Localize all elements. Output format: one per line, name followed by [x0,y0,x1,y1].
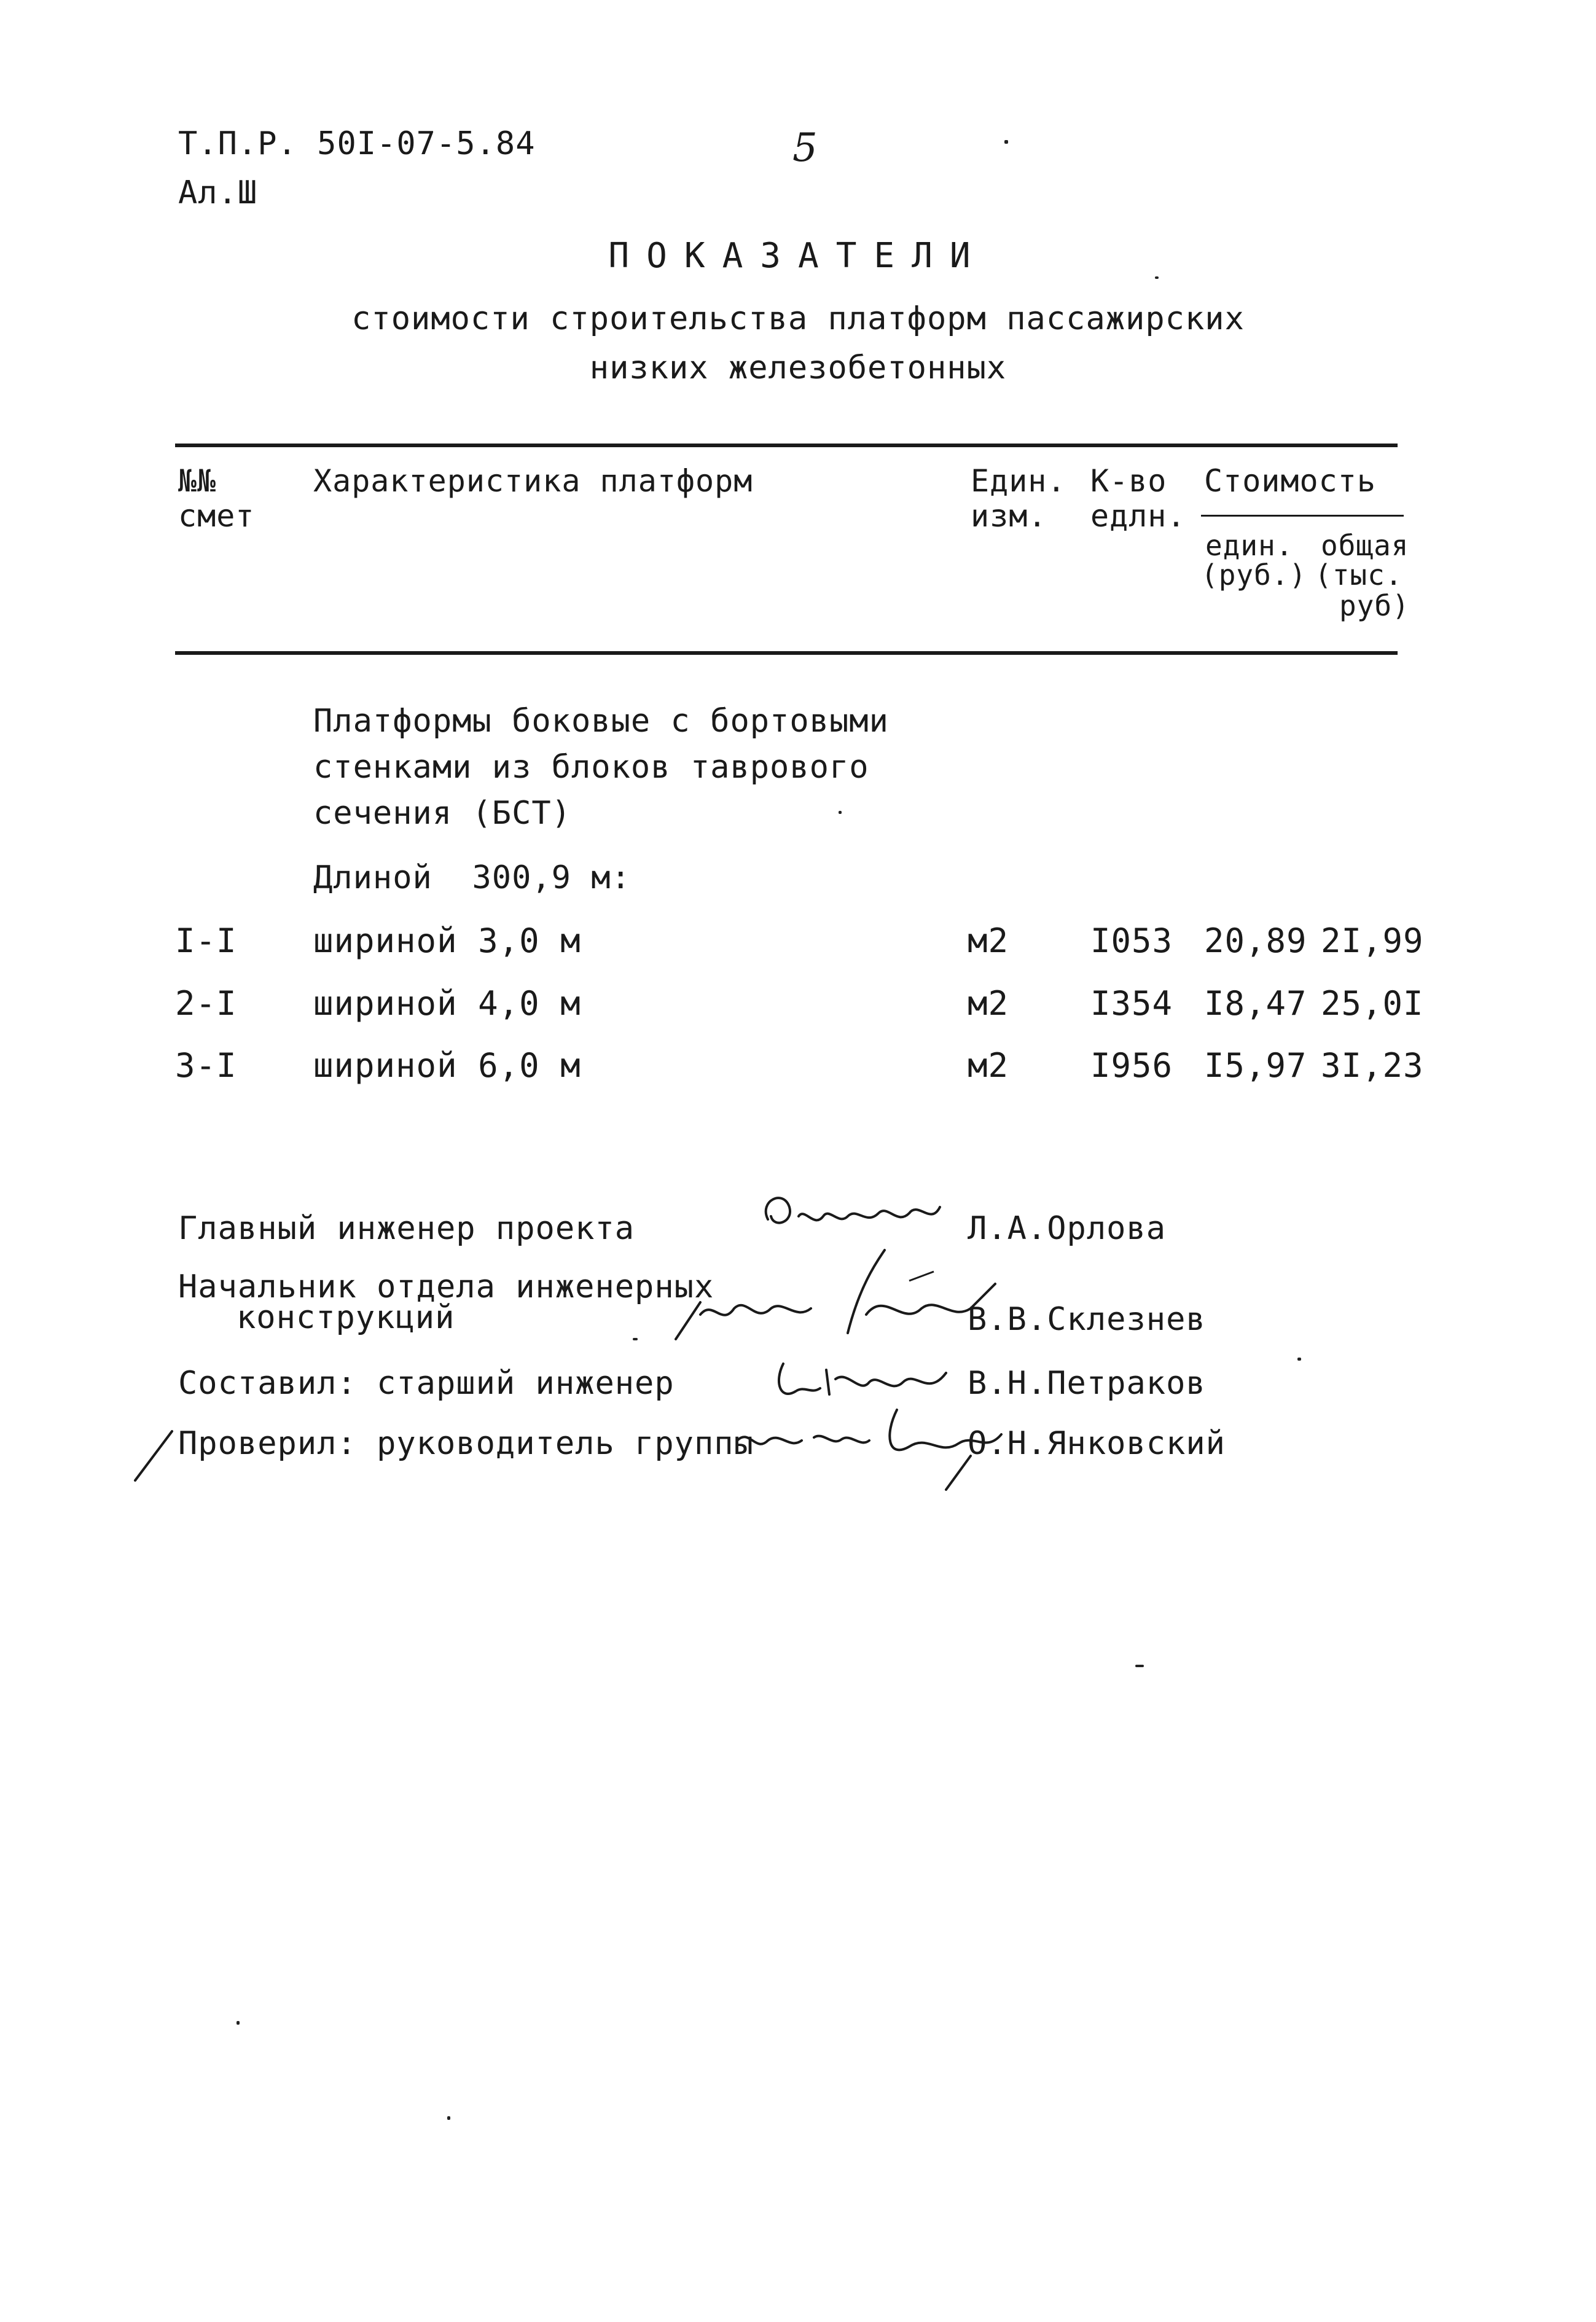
scan-speck [839,811,842,814]
signature-role: Главный инженер проекта [178,1210,635,1247]
length-label: Длиной 300,9 м: [313,859,631,896]
header-unit-line-1: Един. [971,463,1066,499]
page-subtitle-line-1: стоимости строительства платформ пассажирских [351,300,1245,337]
signature-role: Проверил: руководитель группы [178,1425,754,1462]
row-unit: м2 [968,984,1009,1023]
scan-speck [237,2021,240,2025]
scan-speck [1135,1665,1144,1667]
row-desc: шириной 3,0 м [313,921,581,960]
header-qty-line-1: К-во [1090,463,1167,499]
header-unit-line-2: изм. [971,498,1047,534]
row-qty: I053 [1090,921,1173,960]
row-unit: м2 [968,1046,1009,1085]
row-desc: шириной 6,0 м [313,1046,581,1085]
group-title-line-1: Платформы боковые с бортовыми [313,703,889,740]
row-unit: м2 [968,921,1009,960]
cost-header-rule [1201,515,1404,517]
handwritten-signature-1 [756,1182,958,1256]
signature-name: В.Н.Петраков [968,1365,1206,1402]
header-cost-total-line-3: руб) [1339,589,1410,622]
row-qty: I354 [1090,984,1173,1023]
page-title: ПОКАЗАТЕЛИ [608,236,988,276]
table-header-bottom-rule [175,651,1398,655]
row-cost-unit: I5,97 [1204,1046,1307,1085]
group-title-line-2: стенками из блоков таврового [313,749,869,786]
page-number: 5 [792,125,818,171]
header-qty-line-2: едлн. [1090,498,1186,534]
header-cost-total-line-2: (тыс. [1315,558,1403,592]
row-num: 3-I [175,1046,237,1085]
header-cost-total-line-1: общая [1321,529,1409,562]
scan-speck [1297,1358,1301,1361]
row-cost-unit: 20,89 [1204,921,1307,960]
row-num: 2-I [175,984,237,1023]
header-cost-unit-line-2: (руб.) [1201,558,1307,592]
scan-speck [1155,276,1159,279]
row-cost-total: 3I,23 [1321,1046,1424,1085]
signature-name: О.Н.Янковский [968,1425,1226,1462]
scan-speck [633,1338,638,1340]
group-title-line-3: сечения (БСТ) [313,795,571,832]
header-cost-unit-line-1: един. [1205,529,1294,562]
row-cost-unit: I8,47 [1204,984,1307,1023]
handwritten-signature-4 [731,1398,1014,1496]
row-desc: шириной 4,0 м [313,984,581,1023]
row-qty: I956 [1090,1046,1173,1085]
signature-name: В.В.Склезнев [968,1301,1206,1338]
signature-role: Начальник отдела инженерных [178,1268,714,1305]
table-top-rule [175,444,1398,447]
row-cost-total: 25,0I [1321,984,1424,1023]
row-num: I-I [175,921,237,960]
sheet-label: Ал.Ш [178,174,258,211]
signature-role-continued: конструкций [237,1299,455,1336]
header-description: Характеристика платформ [313,463,753,499]
header-num-line-1: №№ [178,463,217,499]
signature-role: Составил: старший инженер [178,1365,675,1402]
signature-name: Л.А.Орлова [968,1210,1167,1247]
handwritten-signature-2 [663,1247,1007,1351]
header-cost: Стоимость [1204,463,1376,499]
margin-stroke [129,1425,178,1487]
page-subtitle-line-2: низких железобетонных [589,350,1007,386]
document-code: Т.П.Р. 50I-07-5.84 [178,125,536,162]
scan-speck [447,2116,450,2120]
scan-speck [1004,140,1008,144]
row-cost-total: 2I,99 [1321,921,1424,960]
header-num-line-2: смет [178,498,255,534]
